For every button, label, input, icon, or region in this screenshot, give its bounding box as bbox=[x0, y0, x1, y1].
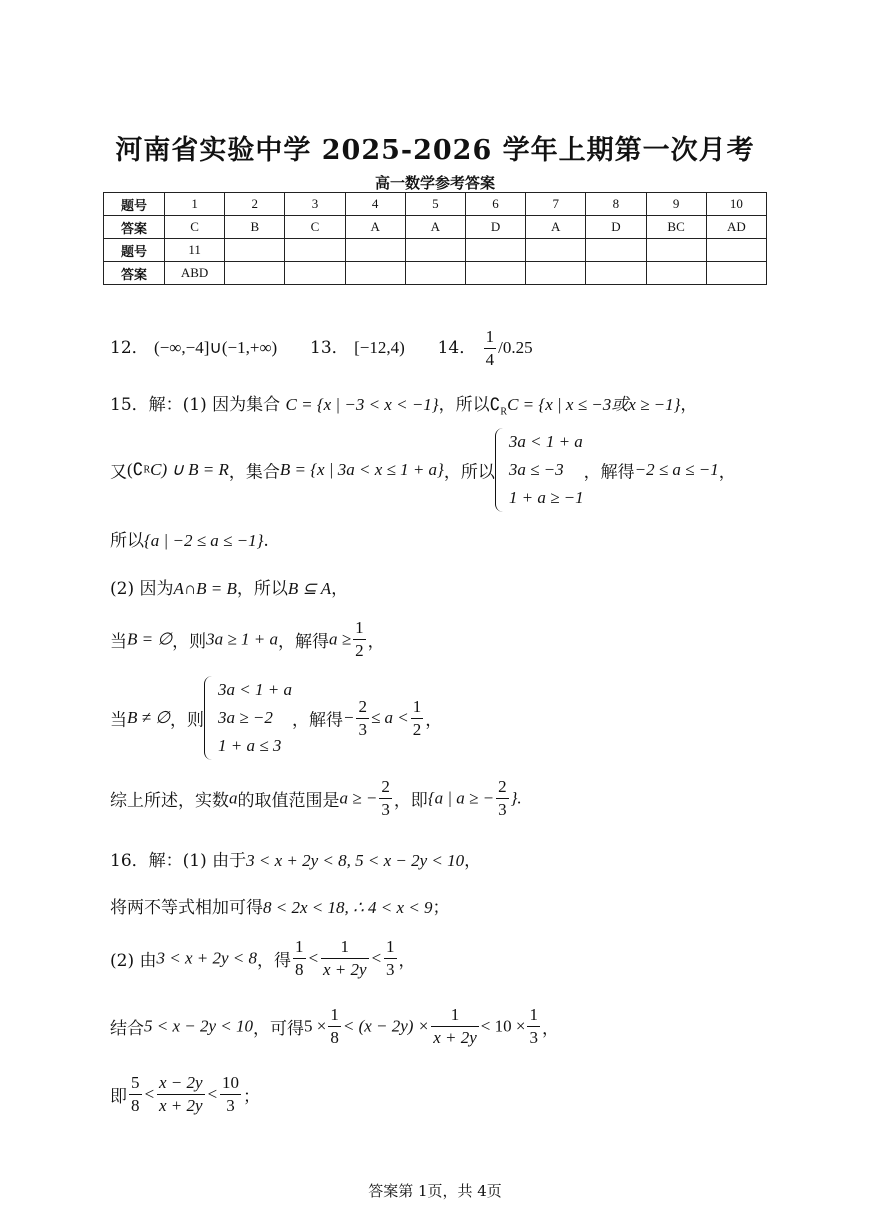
system-row: 1 + a ≤ 3 bbox=[218, 736, 282, 755]
text-span: ， bbox=[425, 710, 443, 731]
table-cell: B bbox=[225, 216, 285, 239]
math-span: 3 < x + 2y < 8, 5 < x − 2y < 10 bbox=[246, 851, 465, 870]
math-span: a ≥ bbox=[328, 629, 352, 649]
fraction: $\frac{1}{x + 2y}$ bbox=[322, 937, 367, 979]
complement-symbol: ∁ bbox=[489, 395, 501, 414]
fraction: $\frac{x - 2y}{x + 2y}$ bbox=[158, 1073, 203, 1115]
table-cell bbox=[526, 262, 586, 285]
table-cell bbox=[225, 262, 285, 285]
fraction: $\frac{1}{3}$ bbox=[386, 937, 395, 979]
q15-line-3 bbox=[110, 526, 269, 551]
text-span: ，则 bbox=[172, 632, 207, 652]
text-span: ； bbox=[432, 898, 450, 918]
table-cell: 6 bbox=[465, 193, 525, 216]
text-span: ，可得 bbox=[253, 1019, 305, 1039]
table-cell: 4 bbox=[345, 193, 405, 216]
table-cell: A bbox=[345, 216, 405, 239]
text-span: ，则 bbox=[170, 710, 205, 731]
table-row bbox=[104, 262, 767, 285]
math-span: −2 ≤ a ≤ −1 bbox=[634, 460, 719, 479]
fraction: $\frac{1}{3}$ bbox=[529, 1005, 538, 1047]
math-span: < bbox=[370, 948, 383, 968]
math-span: a bbox=[229, 788, 238, 808]
q15-line-5 bbox=[110, 617, 385, 662]
table-cell bbox=[405, 262, 465, 285]
answer-table bbox=[103, 192, 767, 285]
inequality-system-1 bbox=[495, 428, 584, 512]
math-span: }. bbox=[510, 788, 522, 808]
fraction: $\frac{1}{8}$ bbox=[330, 1005, 339, 1047]
text-span: . bbox=[263, 531, 269, 551]
math-span: < bbox=[143, 1084, 155, 1104]
text-span: 综上所述，实数 bbox=[110, 791, 229, 811]
q12-answer: (−∞,−4]∪(−1,+∞) bbox=[154, 338, 278, 357]
text-span: ，解得 bbox=[583, 462, 635, 483]
table-cell: AD bbox=[706, 216, 766, 239]
math-span: C = {x | −3 < x < −1} bbox=[285, 395, 439, 414]
text-span: ， bbox=[331, 579, 349, 599]
text-span: ，得 bbox=[257, 951, 291, 971]
math-span: B = ∅ bbox=[127, 629, 173, 649]
system-row: 3a ≥ −2 bbox=[218, 708, 273, 727]
fill-answers-line bbox=[110, 326, 533, 371]
text-span: ，所以 bbox=[443, 462, 495, 483]
fraction: $\frac{1}{x + 2y}$ bbox=[433, 1005, 477, 1047]
system-row: 1 + a ≥ −1 bbox=[508, 488, 584, 507]
table-cell bbox=[405, 239, 465, 262]
fraction: $\frac{10}{3}$ bbox=[222, 1073, 240, 1115]
table-cell bbox=[646, 239, 706, 262]
fraction: $\frac{2}{3}$ bbox=[498, 777, 507, 819]
q14-fraction: $\frac{1}{4}$ bbox=[485, 327, 495, 369]
text-span: 的取值范围是 bbox=[237, 791, 340, 811]
text-span: 15．解：(1) 因为集合 bbox=[110, 395, 281, 415]
table-cell: 9 bbox=[646, 193, 706, 216]
math-span: ≤ a < bbox=[370, 708, 409, 727]
q12-label: 12． bbox=[110, 338, 149, 358]
text-span: ， bbox=[680, 395, 698, 415]
table-cell: D bbox=[586, 216, 646, 239]
q15-line-4 bbox=[110, 574, 348, 599]
q15-line-1 bbox=[110, 390, 697, 417]
complement-subscript: R bbox=[500, 406, 508, 418]
fraction: $\frac{5}{8}$ bbox=[131, 1073, 140, 1115]
text-span: ， bbox=[541, 1019, 559, 1039]
table-cell: 5 bbox=[405, 193, 465, 216]
table-header-cell: 题号 bbox=[104, 239, 165, 262]
table-cell: 11 bbox=[165, 239, 225, 262]
math-span: < bbox=[206, 1084, 219, 1104]
table-cell bbox=[526, 239, 586, 262]
math-span: C = {x | x ≤ −3或x ≥ −1} bbox=[507, 395, 681, 414]
fraction: $\frac{1}{8}$ bbox=[295, 937, 304, 979]
table-cell: A bbox=[405, 216, 465, 239]
q15-line-2 bbox=[110, 428, 736, 512]
text-span: ，解得 bbox=[291, 710, 343, 731]
table-row bbox=[104, 216, 767, 239]
table-cell: ABD bbox=[165, 262, 225, 285]
text-span: ； bbox=[243, 1087, 261, 1107]
table-cell: 1 bbox=[165, 193, 225, 216]
text-span: ，所以 bbox=[438, 395, 490, 415]
math-span: B = {x | 3a < x ≤ 1 + a} bbox=[279, 460, 444, 479]
q16-line-3 bbox=[110, 936, 416, 981]
text-span: 当 bbox=[110, 710, 127, 731]
text-span: ， bbox=[718, 462, 736, 483]
q16-line-5 bbox=[110, 1072, 260, 1117]
table-cell bbox=[465, 239, 525, 262]
fraction: $\frac{1}{2}$ bbox=[412, 696, 422, 739]
table-row bbox=[104, 239, 767, 262]
system-row: 3a < 1 + a bbox=[508, 432, 583, 451]
fraction: $\frac{1}{2}$ bbox=[355, 618, 364, 660]
math-span: 5 × bbox=[304, 1016, 327, 1036]
table-row bbox=[104, 193, 767, 216]
table-cell: 3 bbox=[285, 193, 345, 216]
table-cell: D bbox=[465, 216, 525, 239]
table-cell bbox=[586, 262, 646, 285]
q14-alt: /0.25 bbox=[498, 338, 533, 357]
text-span: ， bbox=[398, 951, 416, 971]
math-span: {a | −2 ≤ a ≤ −1} bbox=[144, 531, 264, 550]
math-span: − bbox=[342, 708, 355, 727]
math-span: A∩B = B bbox=[173, 579, 237, 598]
text-span: 当 bbox=[110, 632, 127, 652]
math-span: (∁ bbox=[127, 460, 144, 479]
table-cell bbox=[285, 262, 345, 285]
math-span: 3 < x + 2y < 8 bbox=[156, 948, 257, 968]
text-span: ，集合 bbox=[228, 462, 280, 483]
text-span: ， bbox=[367, 632, 385, 652]
math-span: < 10 × bbox=[480, 1016, 526, 1036]
table-cell: C bbox=[165, 216, 225, 239]
text-span: (2) 由 bbox=[110, 951, 157, 971]
text-span: ，解得 bbox=[277, 632, 329, 652]
math-span: < (x − 2y) × bbox=[342, 1016, 430, 1036]
system-row: 3a < 1 + a bbox=[218, 680, 292, 699]
table-cell bbox=[646, 262, 706, 285]
q13-answer: [−12,4) bbox=[354, 338, 405, 357]
q16-line-2 bbox=[110, 893, 450, 918]
math-span: 3a ≥ 1 + a bbox=[206, 629, 278, 649]
text-span: 又 bbox=[110, 462, 127, 483]
table-cell bbox=[225, 239, 285, 262]
table-cell bbox=[285, 239, 345, 262]
math-span: 8 < 2x < 18, ∴ 4 < x < 9 bbox=[263, 898, 433, 917]
table-cell: C bbox=[285, 216, 345, 239]
table-cell: 7 bbox=[526, 193, 586, 216]
inequality-system-2 bbox=[204, 676, 292, 760]
q13-label: 13． bbox=[310, 338, 349, 358]
q16-line-4 bbox=[110, 1004, 559, 1049]
text-span: 16．解：(1) 由于 bbox=[110, 851, 247, 871]
text-span: ， bbox=[464, 851, 482, 871]
q14-label: 14． bbox=[437, 338, 477, 358]
table-cell: A bbox=[526, 216, 586, 239]
table-cell: BC bbox=[646, 216, 706, 239]
system-row: 3a ≤ −3 bbox=[508, 460, 564, 479]
complement-subscript: R bbox=[143, 464, 151, 476]
table-cell: 2 bbox=[225, 193, 285, 216]
text-span: ，即 bbox=[393, 791, 428, 811]
math-span: 5 < x − 2y < 10 bbox=[144, 1016, 254, 1036]
text-span: 结合 bbox=[110, 1019, 144, 1039]
math-span: a ≥ − bbox=[339, 788, 378, 808]
table-header-cell: 题号 bbox=[104, 193, 165, 216]
q16-line-1 bbox=[110, 846, 481, 871]
table-header-cell: 答案 bbox=[104, 262, 165, 285]
math-span: B ≠ ∅ bbox=[127, 708, 171, 727]
table-cell: 8 bbox=[586, 193, 646, 216]
table-cell: 10 bbox=[706, 193, 766, 216]
table-header-cell: 答案 bbox=[104, 216, 165, 239]
text-span: 所以 bbox=[110, 531, 144, 551]
table-cell bbox=[586, 239, 646, 262]
page-footer: 答案第 1页，共 4页 bbox=[368, 1182, 502, 1200]
text-span: 将两不等式相加可得 bbox=[110, 898, 263, 918]
fraction: $\frac{2}{3}$ bbox=[358, 696, 367, 739]
exam-title: 河南省实验中学 2025-2026 学年上期第一次月考 bbox=[115, 135, 755, 166]
table-cell bbox=[706, 262, 766, 285]
math-span: C) ∪ B = R bbox=[150, 460, 229, 479]
table-cell bbox=[706, 239, 766, 262]
q15-line-7 bbox=[110, 776, 522, 821]
text-span: (2) 因为 bbox=[110, 579, 174, 599]
text-span: 即 bbox=[110, 1087, 127, 1107]
math-span: B ⊆ A bbox=[287, 579, 332, 598]
fraction: $\frac{2}{3}$ bbox=[381, 777, 390, 819]
math-span: < bbox=[307, 948, 319, 968]
table-cell bbox=[345, 262, 405, 285]
exam-subtitle: 高一数学参考答案 bbox=[374, 174, 495, 192]
table-cell bbox=[465, 262, 525, 285]
text-span: ，所以 bbox=[236, 579, 288, 599]
q15-line-6 bbox=[110, 676, 442, 760]
math-span: {a | a ≥ − bbox=[427, 788, 495, 808]
table-cell bbox=[345, 239, 405, 262]
